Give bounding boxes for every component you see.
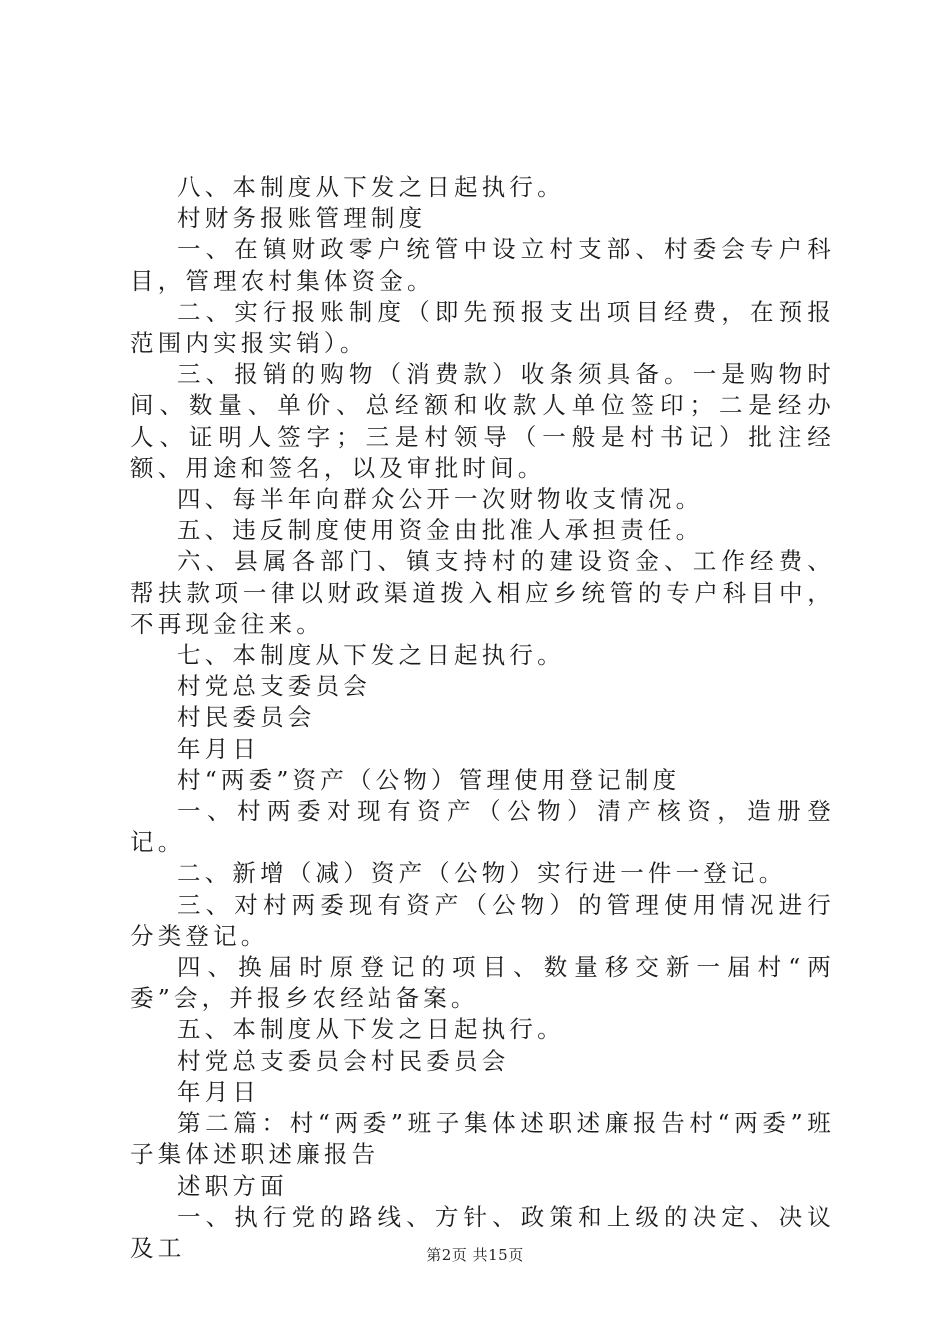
page-number: 第2页 共15页: [426, 1246, 524, 1264]
paragraph: 二、新增（减）资产（公物）实行进一件一登记。: [177, 859, 787, 888]
date-line: 年月日: [177, 734, 261, 763]
paragraph: 四、每半年向群众公开一次财物收支情况。: [177, 485, 704, 514]
paragraph: 一、在镇财政零户统管中设立村支部、村委会专户科目，管理农村集体资金。: [130, 235, 835, 295]
paragraph: 五、本制度从下发之日起执行。: [177, 1015, 565, 1044]
paragraph: 三、报销的购物（消费款）收条须具备。一是购物时间、数量、单价、总经额和收款人单位签印；二是经办人、证明人签字；三是村领导（一般是村书记）批注经额、用途和签名，以及审批时间。: [130, 360, 835, 482]
section-title: 村财务报账管理制度: [177, 204, 427, 233]
paragraph: 五、违反制度使用资金由批准人承担责任。: [177, 516, 704, 545]
signature-line: 村党总支委员会村民委员会: [177, 1046, 510, 1075]
paragraph: 六、县属各部门、镇支持村的建设资金、工作经费、帮扶款项一律以财政渠道拨入相应乡统管的专户科目中，不再现金往来。: [130, 547, 835, 638]
paragraph: 一、村两委对现有资产（公物）清产核资，造册登记。: [130, 797, 835, 857]
signature-line: 村民委员会: [177, 703, 316, 732]
section-title: 述职方面: [177, 1171, 288, 1200]
paragraph: 二、实行报账制度（即先预报支出项目经费，在预报范围内实报实销）。: [130, 297, 835, 358]
paragraph: 七、本制度从下发之日起执行。: [177, 641, 565, 670]
paragraph: 八、本制度从下发之日起执行。: [177, 173, 565, 201]
signature-line: 村党总支委员会: [177, 672, 371, 701]
chapter-title: 第二篇：村“两委”班子集体述职述廉报告村“两委”班子集体述职述廉报告: [130, 1109, 835, 1169]
document-body: [130, 172, 835, 1264]
paragraph: 三、对村两委现有资产（公物）的管理使用情况进行分类登记。: [130, 890, 835, 950]
paragraph: 一、执行党的路线、方针、政策和上级的决定、决议及工: [130, 1202, 835, 1262]
section-title: 村“两委”资产（公物）管理使用登记制度: [177, 765, 681, 794]
date-line: 年月日: [177, 1077, 261, 1106]
paragraph: 四、换届时原登记的项目、数量移交新一届村“两委”会，并报乡农经站备案。: [130, 953, 835, 1013]
